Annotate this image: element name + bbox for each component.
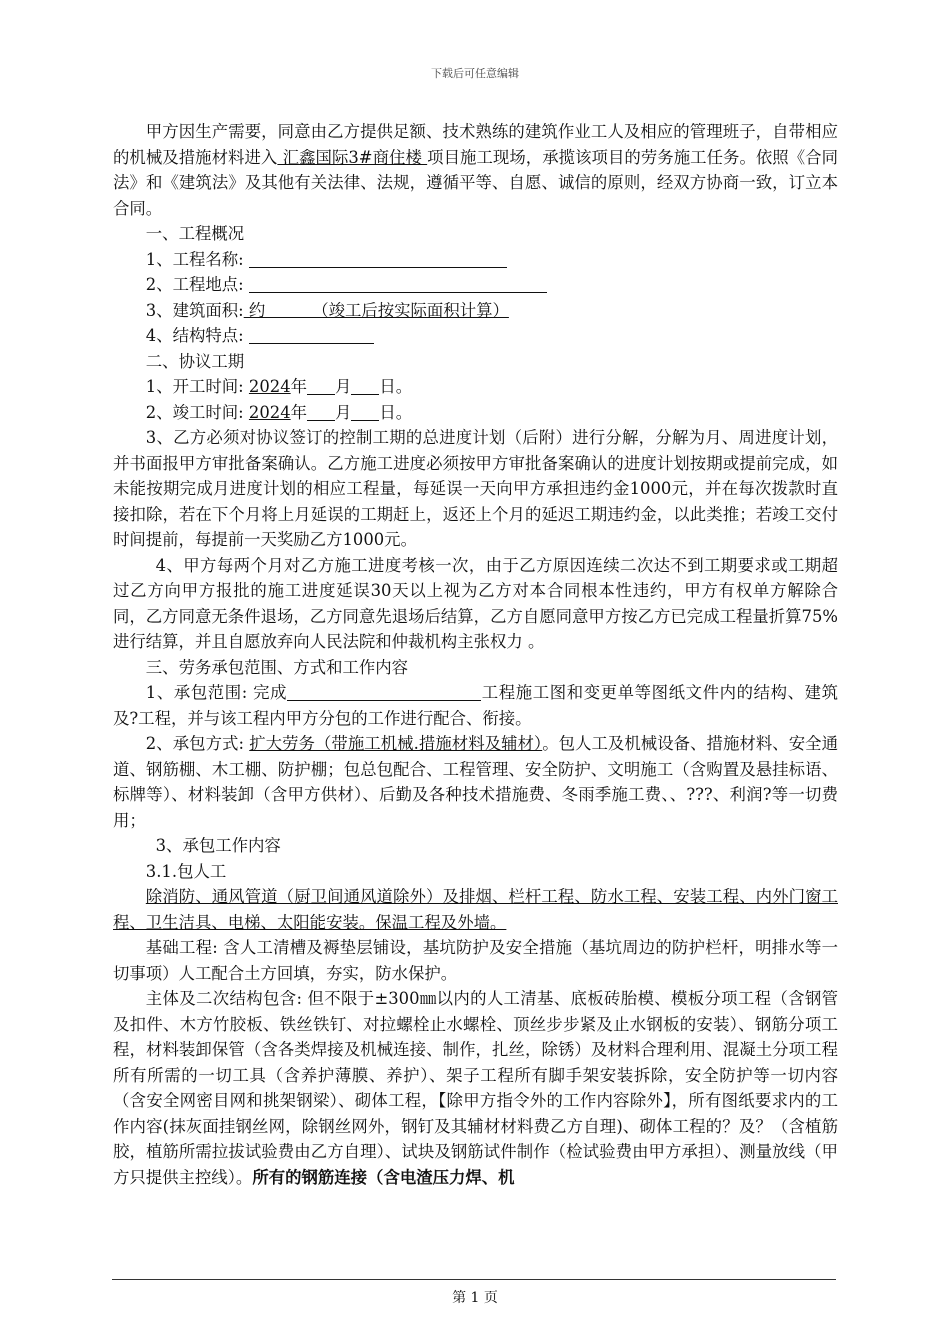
end-year: 2024: [248, 402, 291, 422]
labor-title: 3.1.包人工: [145, 861, 227, 881]
section2-title: 二、协议工期: [145, 351, 245, 371]
section1-title: 一、工程概况: [145, 224, 245, 243]
structure-line: 4、结构特点:: [113, 323, 838, 349]
page-header: 下载后可任意编辑: [431, 67, 519, 80]
assessment-paragraph: 4、甲方每两个月对乙方施工进度考核一次，由于乙方原因连续二次达不到工期要求或工期超过乙方向甲方报批的施工进度延误30天以上视为乙方对本合同根本性违约，甲方有权单方解除合同，乙方同意无条件退场，乙方同意先退场后结算，乙方自愿同意甲方按乙方已完成工程量折算75%进行结算，并且自愿放弃向人民法院和仲裁机构主张权力 。: [113, 555, 838, 651]
start-month-blank: [307, 376, 335, 395]
section3-title: 三、劳务承包范围、方式和工作内容: [145, 657, 409, 677]
project-name: 汇鑫国际3#商住楼: [277, 147, 428, 167]
project-location-line: 2、工程地点:: [113, 272, 838, 298]
content-title: 3、承包工作内容: [155, 836, 281, 855]
document-body: [113, 119, 838, 1190]
project-name-line: 1、工程名称:: [113, 247, 838, 273]
intro-paragraph: [113, 119, 838, 221]
structure-blank: [249, 325, 374, 344]
schedule-paragraph: 3、乙方必须对协议签订的控制工期的总进度计划（后附）进行分解，分解为月、周进度计划，并书面报甲方审批备案确认。乙方施工进度必须按甲方审批备案确认的进度计划按期或提前完成，如未能按期完成月进度计划的相应工程量，每延误一天向甲方承担违约金1000元，并在每次拨款时直接扣除，若在下个月将上月延误的工期赶上，返还上个月的延迟工期违约金，以此类推；若竣工交付时间提前，每提前一天奖励乙方1000元。: [113, 428, 838, 549]
mode-paragraph: 2、承包方式: 扩大劳务（带施工机械.措施材料及辅材）。包人工及机械设备、措施材料、安全通道、钢筋棚、木工棚、防护棚；包总包配合、工程管理、安全防护、文明施工（含购置及悬挂标语、标牌等）、材料装卸（含甲方供材）、后勤及各种技术措施费、冬雨季施工费、、???、利润?等一切费用；: [113, 734, 839, 830]
start-day-blank: [351, 376, 379, 395]
intro-text-b: 项目施工现场，承揽该项目的劳务施工任务。依照《合同法》和《建筑法》及其他有关法律、法规，遵循平等、自愿、诚信的原则，经双方协商一致，订立本合同。: [113, 147, 839, 218]
intro-text-a: 甲方因生产需要，同意由乙方提供足额、技术熟练的建筑作业工人及相应的管理班子，自带相应的机械及措施材料进入: [113, 122, 838, 167]
start-year: 2024: [248, 377, 291, 396]
foundation-paragraph: 基础工程: 含人工清槽及褥垫层铺设，基坑防护及安全措施（基坑周边的防护栏杆，明排水等一切事项）人工配合土方回填，夯实，防水保护。: [113, 938, 838, 983]
start-date-line: 1、开工时间: 2024年 月 日。: [145, 377, 413, 396]
main-structure-paragraph: 主体及二次结构包含: 但不限于±300㎜以内的人工清基、底板砖胎模、模板分项工程（含钢管及扣件、木方竹胶板、铁丝铁钉、对拉螺栓止水螺栓、顶丝步步紧及止水钢板的安装）、钢筋分项工程，材料装卸保管（含各类焊接及机械连接、制作，扎丝，除锈）及材料合理利用、混凝土分项工程所有所需的一切工具（含养护薄膜、养护）、架子工程所有脚手架安装拆除，安全防护等一切内容（含安全网密目网和挑架钢梁）、砌体工程，【除甲方指令外的工作内容除外】，所有图纸要求内的工作内容(抹灰面挂钢丝网，除钢丝网外，钢钉及其辅材材料费乙方自理)、砌体工程的？及？（含植筋胶，植筋所需拉拔试验费由乙方自理）、试块及钢筋试件制作（检试验费由甲方承担）、测量放线（甲方只提供主控线）。所有的钢筋连接（含电渣压力焊、机: [113, 989, 838, 1187]
end-day-blank: [351, 402, 379, 421]
exclusion-paragraph: 除消防、通风管道（厨卫间通风道除外）及排烟、栏杆工程、防水工程、安装工程、内外门窗工程、卫生洁具、电梯、太阳能安装。保温工程及外墙。: [113, 887, 838, 932]
end-month-blank: [307, 402, 335, 421]
footer-divider: [112, 1279, 836, 1280]
project-location-blank: [249, 274, 547, 293]
end-date-line: 2、竣工时间: 2024年 月 日。: [145, 402, 413, 422]
scope-blank: [287, 682, 481, 701]
mode-underlined: 扩大劳务（带施工机械.措施材料及辅材）: [249, 734, 543, 753]
project-name-blank: [249, 249, 507, 268]
page-number: 第 1 页: [452, 1290, 498, 1306]
scope-paragraph: 1、承包范围: 完成 工程施工图和变更单等图纸文件内的结构、建筑及?工程，并与该工程内甲方分包的工作进行配合、衔接。: [113, 683, 838, 728]
rebar-bold-text: 所有的钢筋连接（含电渣压力焊、机: [252, 1167, 515, 1187]
building-area-value: 约 （竣工后按实际面积计算）: [243, 300, 509, 320]
building-area-line: 3、建筑面积: 约 （竣工后按实际面积计算）: [145, 300, 509, 320]
